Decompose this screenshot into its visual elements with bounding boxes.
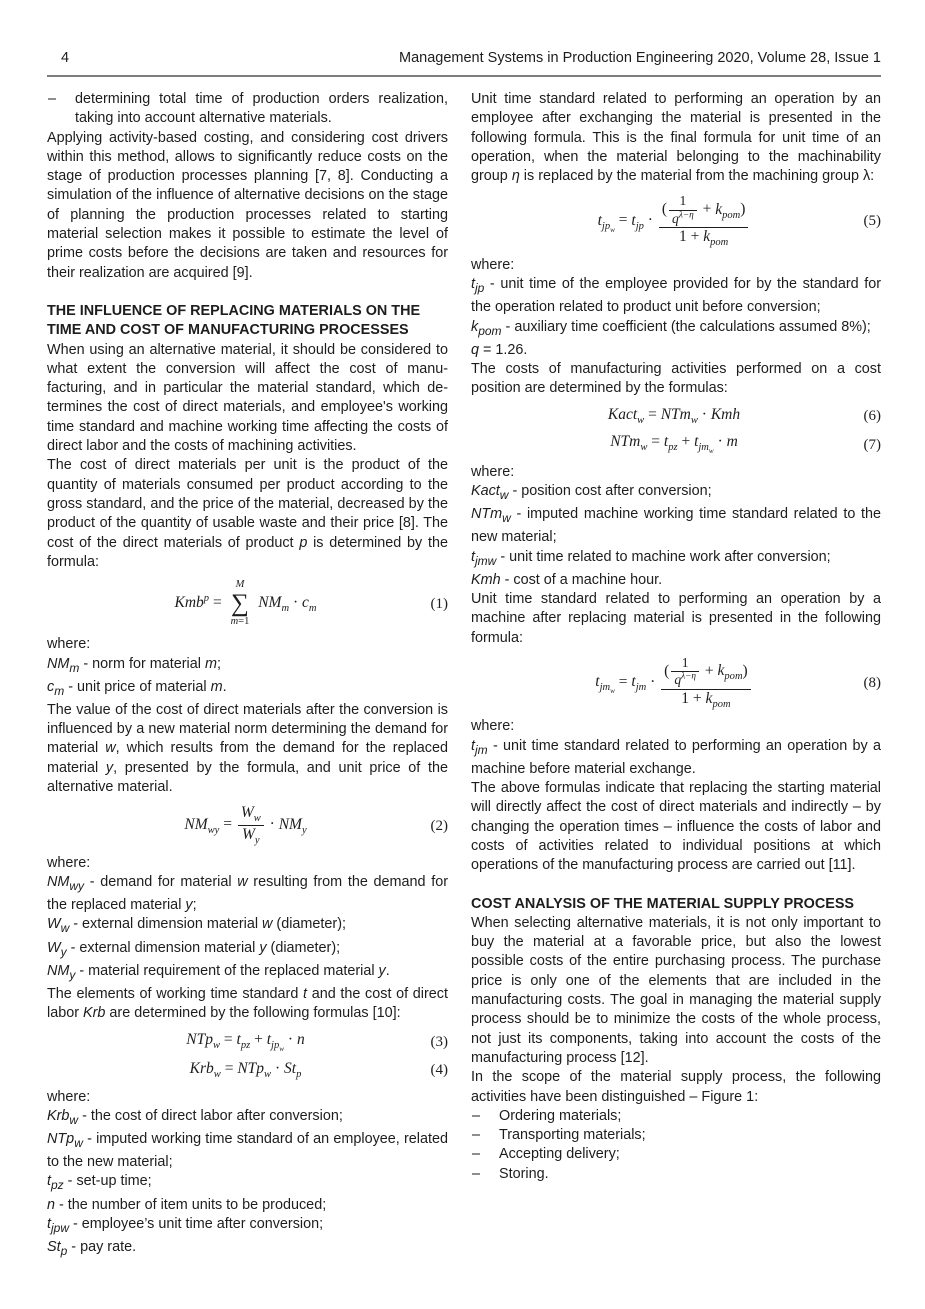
definition-line: $NM_m$ - norm for material m;: [47, 655, 221, 675]
paragraph: When using an alternative material, it should be considered to what extent the conversion will affect the cost of manufacturing, and in particular the material standard, which determines the cost of direct materials, and employee's working time standard and machine working time affecting the costs of direct labor and the costs of machining activities.: [47, 341, 448, 455]
definition-line: $NM_y$ - material requirement of the replaced material y.: [47, 962, 390, 982]
definition-line: $NM_{wy}$ - demand for material w resulting from the demand for the replaced material y;: [47, 873, 448, 914]
equation-6: [471, 406, 881, 427]
paragraph: The costs of manufacturing activities performed on a cost position are determined by the formulas:: [471, 361, 881, 397]
equation-body: $NTm_w = t_{pz} + t_{jm_w} \cdot m$: [610, 433, 738, 456]
definition-line: Kmh - cost of a machine hour.: [471, 571, 663, 588]
page-number: 4: [61, 50, 70, 66]
section-heading: COST ANALYSIS OF THE MATERIAL SUPPLY PROCESS: [471, 895, 855, 912]
where-label: where:: [47, 1088, 91, 1105]
definition-line: NTp$_w$ - imputed working time standard of an employee, related to the new material;: [47, 1131, 448, 1171]
bullet-text: Ordering materials;: [499, 1107, 622, 1124]
paragraph: Applying activity-based costing, and considering cost drivers within this method, allows to significantly reduce costs on the stage of production processes planning [7, 8]. Conducting a simulation of the influence of alternative decisions on the stage of planning the production processes related to starting material selection makes it possible to estimate the level of prime costs before the decisions are taken and resources for their realization are acquired [9].: [47, 129, 448, 281]
bullet-item: [471, 1165, 881, 1184]
bullet-text: Transporting materials;: [499, 1127, 646, 1144]
bullet-item: [47, 90, 448, 129]
definition-line: $W_y$ - external dimension material y (diameter);: [47, 939, 341, 959]
bullet-text: Storing.: [499, 1165, 549, 1182]
equation-body: $t_{jm_w} = t_{jm}$ · ( $\frac{1}{q^{\lambda-\eta}}$ + $k_{pom}$) $1 + k_{pom}$: [501, 655, 847, 710]
paragraph: When selecting alternative materials, it is not only important to buy the material at a favorable price, but also the lowest possible costs of the entire purchasing process. The purchase price is only one of the elements that are included in the manufacturing costs. The goal in managing the material supply process should be to minimize the costs of the whole process, not just its components, taking into account the costs of the manufacturing process [12].: [471, 914, 881, 1066]
equation-1: [47, 579, 448, 628]
paragraph: The cost of direct materials per unit is the product of the quantity of materials consumed per product according to the gross standard, and the price of the material, decreased by the product of the quantity of usable waste and their price [8]. The cost of the direct materials of product p is determined by the formula:: [47, 457, 448, 570]
definition-line: Krb$_w$ - the cost of direct labor after conversion;: [47, 1107, 343, 1127]
equation-number: (2): [430, 817, 448, 834]
bullet-dash: –: [472, 1127, 481, 1144]
definition-line: q = 1.26.: [471, 341, 528, 358]
definition-line: $t_{jmw}$ - unit time related to machine work after conversion;: [471, 548, 831, 568]
bullet-dash: –: [48, 91, 57, 107]
page-header: [47, 50, 881, 75]
equation-5: [471, 193, 881, 248]
bullet-dash: –: [472, 1107, 481, 1124]
equation-number: (3): [430, 1033, 448, 1050]
bullet-dash: –: [472, 1146, 481, 1163]
definition-line: NTm$_w$ - imputed machine working time standard related to the new material;: [471, 506, 881, 546]
equation-number: (8): [863, 674, 881, 691]
paragraph: Unit time standard related to performing an operation by a machine after replacing material is presented in the following formula:: [471, 591, 881, 646]
equation-body: $Krb_w = NTp_w \cdot St_p$: [189, 1059, 302, 1080]
journal-title: Management Systems in Production Engineering 2020, Volume 28, Issue 1: [398, 50, 881, 66]
where-label: where:: [471, 463, 515, 480]
equation-4: [47, 1060, 448, 1081]
equation-number: (5): [863, 213, 881, 230]
definition-line: $St_p$ - pay rate.: [47, 1239, 137, 1258]
paragraph: Unit time standard related to performing an operation by an employee after exchanging the material is presented in the following formula. This is the final formula for unit time of an operation, when the material belonging to the machinability group η is replaced by the material from the machining group λ:: [471, 91, 881, 185]
equation-7: [471, 433, 881, 455]
definition-line: $k_{pom}$ - auxiliary time coefficient (the calculations assumed 8%);: [471, 318, 871, 338]
equation-number: (6): [863, 407, 881, 424]
bullet-text: determining total time of production orders realization, taking into account alternative materials.: [75, 91, 448, 127]
equation-number: (7): [863, 436, 881, 453]
paragraph: The above formulas indicate that replacing the starting material will directly affect the cost of direct materials and indirectly – by changing the operation times – influence the costs of labor and costs of activities related to individual positions at which operations of the manufacturing process are carried out [11].: [471, 780, 881, 874]
equation-number: (4): [430, 1062, 448, 1079]
definition-line: Kact$_w$ - position cost after conversion;: [471, 482, 712, 502]
two-column-body: [47, 90, 881, 1261]
bullet-item: [471, 1107, 881, 1126]
where-label: where:: [47, 636, 91, 653]
bullet-text: Accepting delivery;: [499, 1146, 620, 1163]
right-column: [471, 90, 881, 1261]
equation-body: $NM_{wy}$ = $\frac{W_w}{W_y}$ · $NM_y$: [184, 804, 307, 847]
bullet-item: [471, 1145, 881, 1164]
definition-line: $t_{jp}$ - unit time of the employee provided for by the standard for the operation related to product unit before conversion;: [471, 276, 881, 316]
equation-number: (1): [430, 595, 448, 612]
definition-line: $t_{jpw}$ - employee’s unit time after conversion;: [47, 1215, 324, 1235]
equation-2: [47, 804, 448, 846]
where-label: where:: [471, 256, 515, 273]
definition-line: $W_w$ - external dimension material w (diameter);: [47, 916, 347, 936]
equation-8: [471, 655, 881, 710]
paragraph: The value of the cost of direct materials after the conversion is influenced by a new material norm determining the demand for material w, which results from the demand for the replaced material y, presented by the formula, and unit price of the alternative material.: [47, 701, 448, 796]
bullet-item: [471, 1126, 881, 1145]
where-label: where:: [47, 854, 91, 871]
section-heading: THE INFLUENCE OF REPLACING MATERIALS ON THE TIME AND COST OF MANUFACTURING PROCESSES: [47, 302, 421, 339]
paragraph: In the scope of the material supply process, the following activities have been distinguished – Figure 1:: [471, 1069, 881, 1105]
paragraph: The elements of working time standard t and the cost of direct labor Krb are determined by the following formulas [10]:: [47, 985, 448, 1022]
definition-line: $t_{jm}$ - unit time standard related to performing an operation by a machine before material exchange.: [471, 737, 881, 777]
equation-body: Kmb$^p$ = M ∑ m=1 $NM_m \cdot c_m$: [174, 579, 317, 628]
definition-line: n - the number of item units to be produced;: [47, 1196, 327, 1213]
equation-body: Kact$_w$ = NTm$_w$ · Kmh: [607, 405, 741, 426]
definition-line: $t_{pz} - set-up$ time;: [47, 1173, 152, 1193]
equation-body: $t_{jp_w} = t_{jp}$ · ( $\frac{1}{q^{\lambda-\eta}}$ + $k_{pom}$) $1 + k_{pom}$: [501, 193, 847, 248]
where-label: where:: [471, 718, 515, 735]
equation-body: $NTp_w = t_{pz} + t_{jp_w} \cdot n$: [186, 1030, 305, 1053]
definition-line: $c_m$ - unit price of material m.: [47, 678, 227, 698]
header-rule: [47, 75, 881, 77]
bullet-dash: –: [472, 1165, 481, 1182]
equation-3: [47, 1031, 448, 1053]
left-column: [47, 90, 448, 1261]
